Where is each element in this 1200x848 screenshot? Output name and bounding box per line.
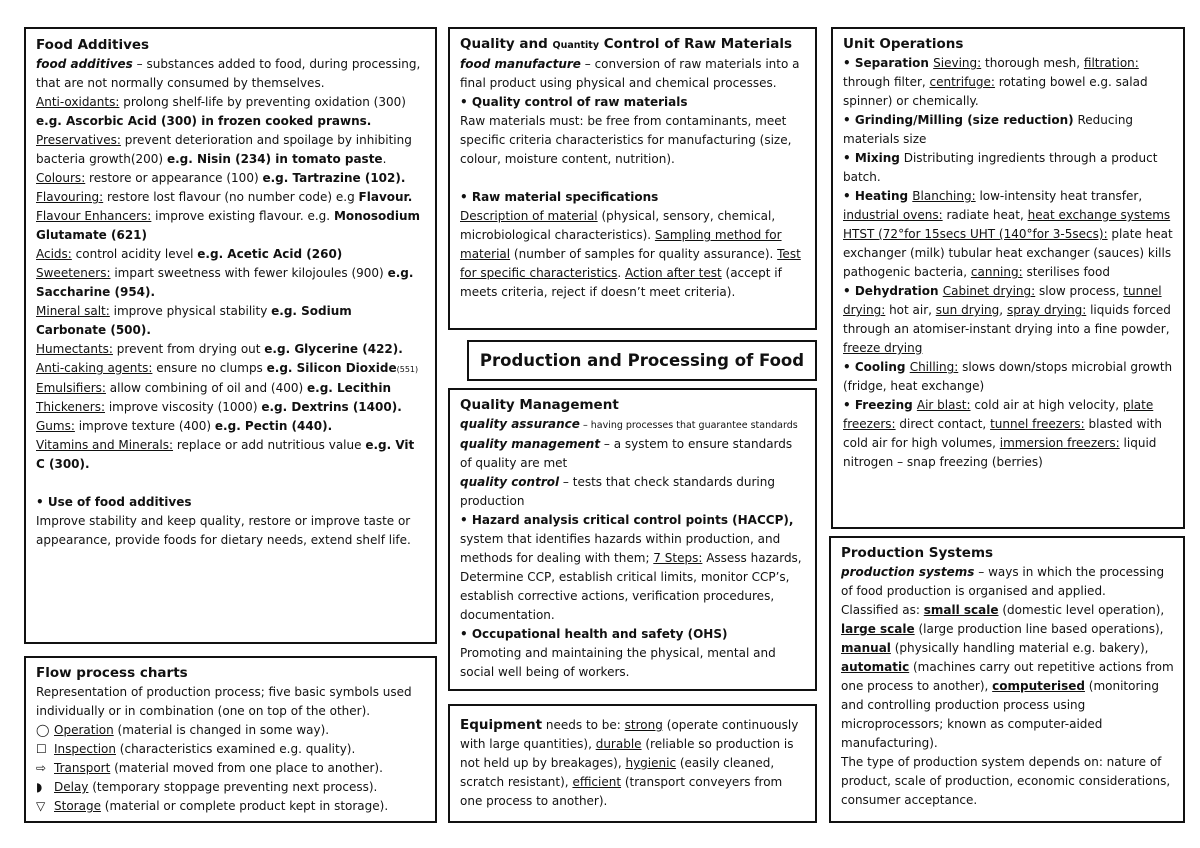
additive-term: Acids:: [36, 247, 72, 261]
additive-description: prevent from drying out: [112, 342, 265, 356]
additive-description: improve viscosity (1000): [105, 400, 262, 414]
additive-example: e.g. Lecithin: [307, 381, 391, 395]
additive-term: Sweeteners:: [36, 266, 111, 280]
additive-item: [36, 379, 426, 398]
additive-description: impart sweetness with fewer kilojoules (900): [110, 266, 388, 280]
flow-symbol-item: [36, 797, 426, 816]
food-additives-heading: Food Additives: [36, 37, 150, 53]
operation-symbol-icon: ◯: [36, 723, 50, 737]
production-system-type-text: The type of production system depends on: nature of product, scale of production, economic considerations, consumer acceptance.: [841, 755, 1171, 807]
flow-symbol-item: [36, 740, 426, 759]
ohs-heading: • Occupational health and safety (OHS): [460, 627, 728, 641]
flow-symbol-description: (temporary stoppage preventing next process).: [88, 780, 378, 794]
additive-item: [36, 245, 426, 264]
page-title: Production and Processing of Food: [467, 340, 817, 381]
additive-example: e.g. Silicon Dioxide: [266, 361, 397, 375]
flow-process-charts-panel: [24, 656, 437, 823]
production-systems-panel: [829, 536, 1185, 823]
flow-process-charts-heading: Flow process charts: [36, 665, 188, 681]
mixing-text: • Mixing Distributing ingredients through a product batch.: [843, 151, 1158, 184]
food-additives-panel: [24, 27, 437, 644]
additive-item: [36, 207, 426, 245]
quality-control-definition: quality control – tests that check standards during production: [460, 475, 775, 508]
raw-materials-heading: Quality and Quantity Control of Raw Materials: [460, 36, 792, 52]
flow-symbol-item: [36, 759, 426, 778]
raw-materials-control-panel: [448, 27, 817, 330]
additive-term: Mineral salt:: [36, 304, 110, 318]
additive-item: [36, 340, 426, 359]
additive-term: Gums:: [36, 419, 75, 433]
food-manufacture-definition: food manufacture – conversion of raw materials into a final product using physical and chemical processes.: [460, 57, 800, 90]
additive-description: ensure no clumps: [152, 361, 267, 375]
heating-text: • Heating Blanching: low-intensity heat transfer, industrial ovens: radiate heat, heat exchange systems HTST (72°for 15secs UHT (140°for 3-5secs): plate heat exchanger (milk) tubular heat exchanger (sauces) kills pathogenic bacteria, canning: sterilises food: [843, 189, 1173, 279]
additive-description: improve existing flavour. e.g.: [151, 209, 334, 223]
additive-example: Monosodium Glutamate (621): [36, 209, 421, 242]
cooling-text: • Cooling Chilling: slows down/stops microbial growth (fridge, heat exchange): [843, 360, 1173, 393]
flow-symbol-list: [36, 721, 426, 816]
additive-description: restore or appearance (100): [85, 171, 263, 185]
additive-item: [36, 264, 426, 302]
additive-term: Anti-oxidants:: [36, 95, 120, 109]
additive-term: Colours:: [36, 171, 86, 185]
additive-list: [36, 93, 426, 474]
raw-material-specs-subheading: • Raw material specifications: [460, 190, 659, 204]
additive-item: [36, 93, 426, 131]
additive-example: e.g. Acetic Acid (260): [197, 247, 343, 261]
additive-example: e.g. Sodium Carbonate (500).: [36, 304, 352, 337]
quality-management-heading: Quality Management: [460, 397, 619, 413]
additive-example: e.g. Vit C (300).: [36, 438, 415, 471]
separation-text: • Separation Sieving: thorough mesh, filtration: through filter, centrifuge: rotating bowel e.g. salad spinner) or chemically.: [843, 56, 1148, 108]
unit-operations-panel: [831, 27, 1185, 529]
quality-control-text: Raw materials must: be free from contaminants, meet specific criteria characteristics for manufacturing (size, colour, moisture content, nutrition).: [460, 114, 792, 166]
raw-material-specs-text: Description of material (physical, sensory, chemical, microbiological characteristics). Sampling method for material (number of samples for quality assurance). Test for specific characteristics. Action after test (accept if meets criteria, reject if doesn’t meet criteria).: [460, 209, 801, 299]
quality-assurance-definition: quality assurance – having processes that guarantee standards: [460, 417, 798, 431]
additive-item: [36, 417, 426, 436]
flow-intro: Representation of production process; five basic symbols used individually or in combination (one on top of the other).: [36, 685, 412, 718]
additive-term: Thickeners:: [36, 400, 105, 414]
dehydration-text: • Dehydration Cabinet drying: slow process, tunnel drying: hot air, sun drying, spray drying: liquids forced through an atomiser-instant drying into a fine powder, freeze drying: [843, 284, 1171, 355]
additive-item: [36, 169, 426, 188]
additive-example: e.g. Pectin (440).: [214, 419, 333, 433]
quality-management-definition: quality management – a system to ensure standards of quality are met: [460, 437, 793, 470]
grinding-text: • Grinding/Milling (size reduction) Reducing materials size: [843, 113, 1134, 146]
additive-example: e.g. Glycerine (422).: [264, 342, 403, 356]
additive-code-note: (551): [396, 365, 419, 374]
production-systems-classification: Classified as: small scale (domestic level operation), large scale (large production line based operations), manual (physically handling material e.g. bakery), automatic (machines carry out repetitive actions from one process to another), computerised (monitoring and controlling production process using microprocessors; known as computer-aided manufacturing).: [841, 603, 1174, 750]
additive-term: Flavouring:: [36, 190, 104, 204]
flow-symbol-term: Operation: [54, 723, 114, 737]
additive-item: [36, 131, 426, 169]
use-of-additives-text: Improve stability and keep quality, restore or improve taste or appearance, provide foods for dietary needs, extend shelf life.: [36, 514, 411, 547]
quality-control-subheading: • Quality control of raw materials: [460, 95, 688, 109]
additive-item: [36, 436, 426, 474]
additive-example: e.g. Ascorbic Acid (300) in frozen cooked prawns.: [36, 114, 372, 128]
additive-term: Preservatives:: [36, 133, 121, 147]
flow-symbol-description: (material or complete product kept in storage).: [100, 799, 389, 813]
additive-description: allow combining of oil and (400): [105, 381, 308, 395]
inspection-symbol-icon: ☐: [36, 742, 47, 756]
food-additives-definition: food additives – substances added to food, during processing, that are not normally consumed by themselves.: [36, 57, 421, 90]
haccp-text: • Hazard analysis critical control points (HACCP), system that identifies hazards within production, and methods for dealing with them; 7 Steps: Assess hazards, Determine CCP, establish critical limits, monitor CCP’s, establish corrective actions, verification procedures, documentation.: [460, 513, 802, 622]
additive-item: [36, 302, 426, 340]
transport-symbol-icon: ⇨: [36, 761, 47, 775]
production-systems-heading: Production Systems: [841, 545, 994, 561]
flow-symbol-term: Transport: [54, 761, 111, 775]
flow-symbol-description: (material is changed in some way).: [113, 723, 330, 737]
flow-symbol-description: (material moved from one place to another).: [110, 761, 383, 775]
additive-example: Flavour.: [358, 190, 413, 204]
additive-description: improve texture (400): [74, 419, 215, 433]
additive-term: Vitamins and Minerals:: [36, 438, 174, 452]
additive-term: Anti-caking agents:: [36, 361, 153, 375]
additive-term: Flavour Enhancers:: [36, 209, 152, 223]
unit-operations-heading: Unit Operations: [843, 36, 964, 52]
additive-tail: .: [382, 152, 387, 166]
flow-symbol-description: (characteristics examined e.g. quality).: [115, 742, 356, 756]
additive-term: Emulsifiers:: [36, 381, 106, 395]
additive-description: replace or add nutritious value: [173, 438, 366, 452]
delay-symbol-icon: ◗: [36, 780, 43, 794]
equipment-text: Equipment needs to be: strong (operate continuously with large quantities), durable (reliable so production is not held up by breakages), hygienic (easily cleaned, scratch resistant), efficient (transport conveyers from one process to another).: [460, 717, 799, 808]
ohs-text: Promoting and maintaining the physical, mental and social well being of workers.: [460, 646, 776, 679]
quality-management-panel: [448, 388, 817, 691]
additive-description: prevent deterioration and spoilage by inhibiting bacteria growth(200): [36, 133, 412, 166]
flow-symbol-term: Inspection: [54, 742, 116, 756]
equipment-panel: [448, 704, 817, 823]
flow-symbol-term: Delay: [54, 780, 89, 794]
additive-example: e.g. Tartrazine (102).: [262, 171, 406, 185]
storage-symbol-icon: ▽: [36, 799, 46, 813]
additive-description: improve physical stability: [109, 304, 272, 318]
flow-symbol-item: [36, 721, 426, 740]
additive-description: control acidity level: [71, 247, 198, 261]
additive-example: e.g. Saccharine (954).: [36, 266, 414, 299]
additive-description: restore lost flavour (no number code) e.g: [103, 190, 359, 204]
additive-item: [36, 188, 426, 207]
additive-example: e.g. Nisin (234) in tomato paste: [166, 152, 383, 166]
use-of-additives-heading: • Use of food additives: [36, 495, 192, 509]
flow-symbol-item: [36, 778, 426, 797]
additive-example: e.g. Dextrins (1400).: [261, 400, 402, 414]
freezing-text: • Freezing Air blast: cold air at high velocity, plate freezers: direct contact, tunnel freezers: blasted with cold air for high volumes, immersion freezers: liquid nitrogen – snap freezing (berries): [843, 398, 1163, 469]
production-systems-definition: production systems – ways in which the processing of food production is organised and applied.: [841, 565, 1165, 598]
additive-item: [36, 359, 426, 379]
additive-item: [36, 398, 426, 417]
additive-description: prolong shelf-life by preventing oxidation (300): [119, 95, 406, 109]
flow-symbol-term: Storage: [54, 799, 101, 813]
additive-term: Humectants:: [36, 342, 113, 356]
